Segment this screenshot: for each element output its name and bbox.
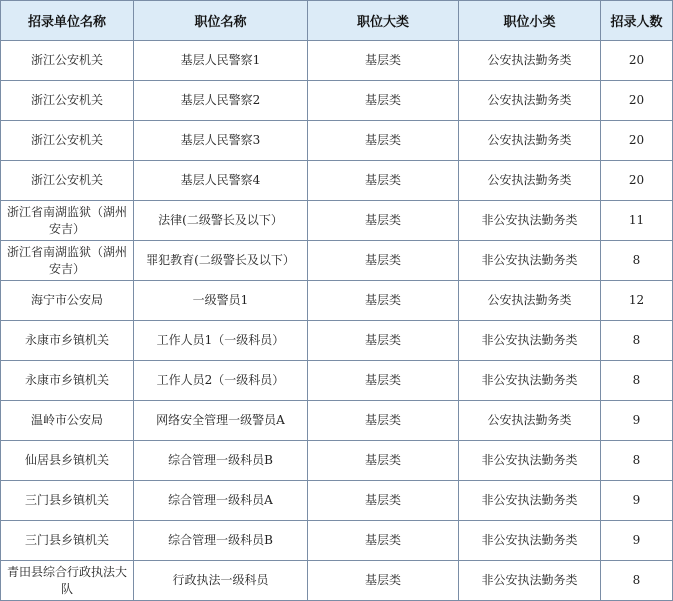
cell-unit-name: 浙江公安机关 xyxy=(1,161,134,201)
table-row xyxy=(1,201,673,241)
table-row xyxy=(1,321,673,361)
table-header-row xyxy=(1,1,673,41)
cell-position-subcategory: 非公安执法勤务类 xyxy=(459,521,601,561)
cell-unit-name: 浙江公安机关 xyxy=(1,121,134,161)
table-row xyxy=(1,41,673,81)
cell-position-category: 基层类 xyxy=(308,41,459,81)
table-row xyxy=(1,561,673,601)
cell-position-name: 一级警员1 xyxy=(134,281,308,321)
cell-recruit-count: 9 xyxy=(601,481,673,521)
cell-recruit-count: 20 xyxy=(601,121,673,161)
cell-position-category: 基层类 xyxy=(308,161,459,201)
cell-position-subcategory: 非公安执法勤务类 xyxy=(459,561,601,601)
cell-position-subcategory: 公安执法勤务类 xyxy=(459,401,601,441)
cell-position-name: 基层人民警察3 xyxy=(134,121,308,161)
header-position-subcategory: 职位小类 xyxy=(459,1,601,41)
cell-recruit-count: 8 xyxy=(601,561,673,601)
cell-recruit-count: 8 xyxy=(601,321,673,361)
table-row xyxy=(1,81,673,121)
cell-recruit-count: 11 xyxy=(601,201,673,241)
table-row xyxy=(1,241,673,281)
cell-recruit-count: 9 xyxy=(601,401,673,441)
cell-position-name: 工作人员1（一级科员） xyxy=(134,321,308,361)
table-row xyxy=(1,521,673,561)
table-row xyxy=(1,481,673,521)
cell-position-name: 基层人民警察1 xyxy=(134,41,308,81)
cell-unit-name: 青田县综合行政执法大队 xyxy=(1,561,134,601)
cell-position-subcategory: 公安执法勤务类 xyxy=(459,161,601,201)
cell-position-subcategory: 公安执法勤务类 xyxy=(459,121,601,161)
cell-position-category: 基层类 xyxy=(308,481,459,521)
cell-recruit-count: 8 xyxy=(601,241,673,281)
cell-recruit-count: 20 xyxy=(601,41,673,81)
cell-position-name: 综合管理一级科员B xyxy=(134,441,308,481)
table-row xyxy=(1,401,673,441)
cell-position-category: 基层类 xyxy=(308,441,459,481)
cell-recruit-count: 9 xyxy=(601,521,673,561)
cell-position-category: 基层类 xyxy=(308,201,459,241)
cell-unit-name: 永康市乡镇机关 xyxy=(1,361,134,401)
cell-position-subcategory: 公安执法勤务类 xyxy=(459,281,601,321)
cell-position-category: 基层类 xyxy=(308,281,459,321)
cell-position-name: 工作人员2（一级科员） xyxy=(134,361,308,401)
cell-unit-name: 浙江省南湖监狱（湖州安吉） xyxy=(1,201,134,241)
cell-unit-name: 海宁市公安局 xyxy=(1,281,134,321)
cell-recruit-count: 12 xyxy=(601,281,673,321)
cell-recruit-count: 8 xyxy=(601,441,673,481)
cell-unit-name: 三门县乡镇机关 xyxy=(1,481,134,521)
cell-position-name: 罪犯教育(二级警长及以下） xyxy=(134,241,308,281)
cell-recruit-count: 20 xyxy=(601,161,673,201)
header-position-category: 职位大类 xyxy=(308,1,459,41)
cell-position-subcategory: 非公安执法勤务类 xyxy=(459,361,601,401)
table-row xyxy=(1,281,673,321)
cell-position-category: 基层类 xyxy=(308,241,459,281)
cell-position-subcategory: 非公安执法勤务类 xyxy=(459,321,601,361)
cell-position-name: 法律(二级警长及以下） xyxy=(134,201,308,241)
cell-position-category: 基层类 xyxy=(308,521,459,561)
cell-position-subcategory: 非公安执法勤务类 xyxy=(459,481,601,521)
cell-position-subcategory: 公安执法勤务类 xyxy=(459,81,601,121)
cell-position-name: 综合管理一级科员A xyxy=(134,481,308,521)
cell-position-name: 行政执法一级科员 xyxy=(134,561,308,601)
cell-position-name: 网络安全管理一级警员A xyxy=(134,401,308,441)
cell-position-subcategory: 公安执法勤务类 xyxy=(459,41,601,81)
cell-position-subcategory: 非公安执法勤务类 xyxy=(459,201,601,241)
cell-position-name: 基层人民警察2 xyxy=(134,81,308,121)
cell-unit-name: 温岭市公安局 xyxy=(1,401,134,441)
cell-unit-name: 浙江公安机关 xyxy=(1,81,134,121)
cell-position-category: 基层类 xyxy=(308,561,459,601)
cell-recruit-count: 8 xyxy=(601,361,673,401)
cell-recruit-count: 20 xyxy=(601,81,673,121)
cell-position-subcategory: 非公安执法勤务类 xyxy=(459,241,601,281)
table-row xyxy=(1,441,673,481)
cell-unit-name: 仙居县乡镇机关 xyxy=(1,441,134,481)
cell-unit-name: 浙江省南湖监狱（湖州安吉） xyxy=(1,241,134,281)
cell-position-category: 基层类 xyxy=(308,81,459,121)
cell-unit-name: 浙江公安机关 xyxy=(1,41,134,81)
cell-unit-name: 三门县乡镇机关 xyxy=(1,521,134,561)
header-recruit-count: 招录人数 xyxy=(601,1,673,41)
cell-position-category: 基层类 xyxy=(308,321,459,361)
cell-position-category: 基层类 xyxy=(308,401,459,441)
cell-position-subcategory: 非公安执法勤务类 xyxy=(459,441,601,481)
cell-position-category: 基层类 xyxy=(308,361,459,401)
header-position-name: 职位名称 xyxy=(134,1,308,41)
table-row xyxy=(1,121,673,161)
table-body xyxy=(1,41,673,601)
header-unit-name: 招录单位名称 xyxy=(1,1,134,41)
cell-position-name: 综合管理一级科员B xyxy=(134,521,308,561)
table-row xyxy=(1,361,673,401)
cell-position-name: 基层人民警察4 xyxy=(134,161,308,201)
cell-unit-name: 永康市乡镇机关 xyxy=(1,321,134,361)
table-row xyxy=(1,161,673,201)
cell-position-category: 基层类 xyxy=(308,121,459,161)
